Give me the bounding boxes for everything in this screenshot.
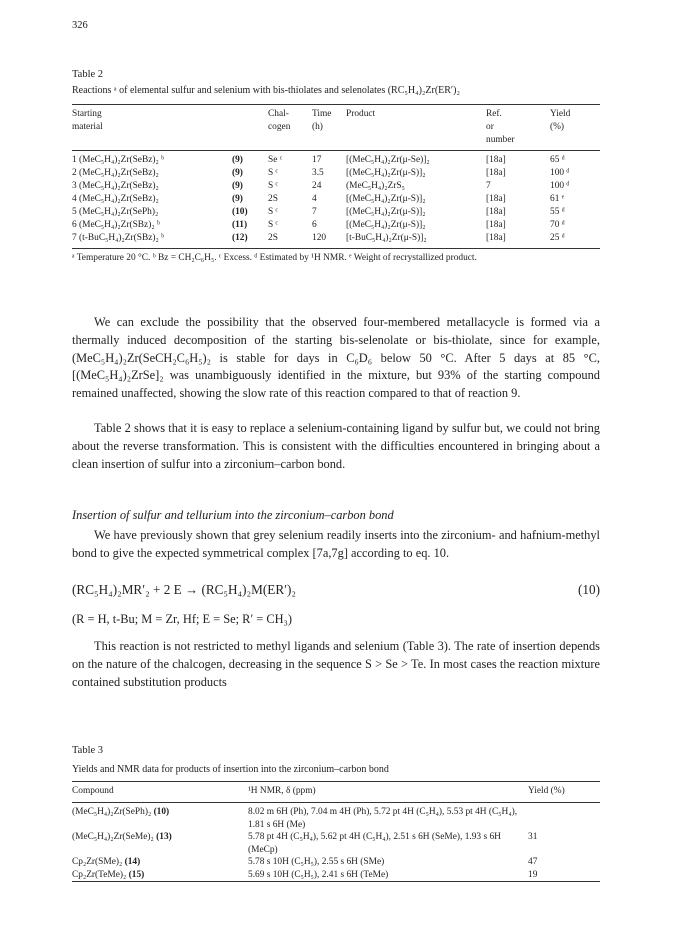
header-product: Product bbox=[346, 109, 376, 119]
table3-label: Table 3 bbox=[72, 745, 104, 756]
table3-top-rule bbox=[72, 781, 600, 782]
table3-body bbox=[72, 806, 600, 882]
table3-caption: Yields and NMR data for products of insertion into the zirconium–carbon bond bbox=[72, 764, 389, 775]
table2-header bbox=[72, 108, 600, 147]
table2-label: Table 2 bbox=[72, 69, 104, 80]
table-row: 6 (MeC₅H₄)₂Zr(SBz)₂ ᵇ (11) S ᶜ 6 [(MeC₅H₄)₂Zr(μ-S)]₂ [18a] 70 ᵈ bbox=[72, 220, 565, 230]
equation-text: (RC₅H₄)₂MR′₂ + 2 E → (RC₅H₄)₂M(ER′)₂ bbox=[72, 582, 296, 597]
page-number: 326 bbox=[72, 20, 88, 31]
table2-bottom-rule bbox=[72, 248, 600, 249]
paragraph-3: We have previously shown that grey selenium readily inserts into the zirconium- and hafnium-methyl bond to give the expected symmetrical complex [7a,7g] according to eq. 10. bbox=[72, 528, 600, 560]
table-row: 1 (MeC₅H₄)₂Zr(SeBz)₂ ᵇ (9) Se ᶜ 17 [(MeC₅H₄)₂Zr(μ-Se)]₂ [18a] 65 ᵈ bbox=[72, 155, 565, 165]
equation-10 bbox=[72, 582, 600, 598]
table2-footnote: ᵃ Temperature 20 °C. ᵇ Bz = CH₂C₆H₅. ᶜ Excess. ᵈ Estimated by ¹H NMR. ᵉ Weight of recrystallized product. bbox=[72, 253, 477, 263]
header-yield: Yield (%) bbox=[550, 109, 571, 132]
table-row: 4 (MeC₅H₄)₂Zr(SeBz)₂ (9) 2S 4 [(MeC₅H₄)₂Zr(μ-S)]₂ [18a] 61 ᵉ bbox=[72, 194, 565, 204]
table2-body bbox=[72, 154, 600, 245]
table-row: Cp₂Zr(SMe)₂ (14) 5.78 s 10H (C₅H₅), 2.55 s 6H (SMe) 47 bbox=[72, 857, 538, 868]
header-chalcogen: Chal- cogen bbox=[268, 109, 291, 132]
table2-header-rule bbox=[72, 150, 600, 151]
table-row: Cp₂Zr(TeMe)₂ (15) 5.69 s 10H (C₅H₅), 2.41 s 6H (TeMe) 19 bbox=[72, 869, 538, 880]
paragraph-4: This reaction is not restricted to methyl ligands and selenium (Table 3). The rate of insertion depends on the nature of the chalcogen, decreasing in the sequence S > Se > Te. In most cases the reaction mixture contained substitution products bbox=[72, 639, 600, 689]
equation-number: (10) bbox=[578, 582, 600, 597]
header-yield: Yield (%) bbox=[528, 786, 565, 796]
header-compound: Compound bbox=[72, 786, 114, 796]
table3-header bbox=[72, 785, 600, 798]
table-row: (MeC₅H₄)₂Zr(SeMe)₂ (13) 5.78 pt 4H (C₅H₄), 5.62 pt 4H (C₅H₄), 2.51 s 6H (SeMe), 1.93 s 6H (MeCp) 31 bbox=[72, 832, 538, 855]
paragraph-1: We can exclude the possibility that the observed four-membered metallacycle is formed via a thermally induced decomposition of the starting bis-selenolate or bis-thiolate, since for example, (MeC₅H₄)₂Zr(SeCH₂C₆H₅)₂ is stable for days in C₆D₆ below 50 °C. After 5 days at 85 °C, [(MeC₅H₄)₂ZrSe]₂ was unambiguously identified in the mixture, but 93% of the starting compound remained unaffected, showing the slow rate of this reaction compared to that of reaction 9. bbox=[72, 315, 600, 401]
header-ref: Ref. or number bbox=[486, 109, 515, 145]
table-row: 3 (MeC₅H₄)₂Zr(SeBz)₂ (9) S ᶜ 24 (MeC₅H₄)₂ZrS₅ 7 100 ᵈ bbox=[72, 181, 570, 191]
table3-bottom-rule bbox=[72, 881, 600, 882]
table2-caption: Reactions ᵃ of elemental sulfur and selenium with bis-thiolates and selenolates (RC₅H₄)₂Zr(ER′)₂ bbox=[72, 85, 460, 96]
header-nmr: ¹H NMR, δ (ppm) bbox=[248, 786, 316, 796]
table3-header-rule bbox=[72, 802, 600, 803]
section-heading: Insertion of sulfur and tellurium into the zirconium–carbon bond bbox=[72, 508, 394, 522]
table2-top-rule bbox=[72, 104, 600, 105]
header-starting: Starting material bbox=[72, 109, 103, 132]
header-time: Time (h) bbox=[312, 109, 332, 132]
table-row: (MeC₅H₄)₂Zr(SePh)₂ (10) 8.02 m 6H (Ph), 7.04 m 4H (Ph), 5.72 pt 4H (C₅H₄), 5.53 pt 4H (C₅H₄), 1.81 s 6H (Me) bbox=[72, 807, 518, 830]
paragraph-2: Table 2 shows that it is easy to replace a selenium-containing ligand by sulfur but, we could not bring about the reverse transformation. This is consistent with the difficulties encountered in bringing about a clean insertion of sulfur into a zirconium–carbon bond. bbox=[72, 421, 600, 471]
table-row: 2 (MeC₅H₄)₂Zr(SeBz)₂ (9) S ᶜ 3.5 [(MeC₅H₄)₂Zr(μ-S)]₂ [18a] 100 ᵈ bbox=[72, 168, 570, 178]
table-row: 5 (MeC₅H₄)₂Zr(SePh)₂ (10) S ᶜ 7 [(MeC₅H₄)₂Zr(μ-S)]₂ [18a] 55 ᵈ bbox=[72, 207, 565, 217]
table-row: 7 (t-BuC₅H₄)₂Zr(SBz)₂ ᵇ (12) 2S 120 [t-BuC₅H₄)₂Zr(μ-S)]₂ [18a] 25 ᵈ bbox=[72, 233, 565, 243]
equation-conditions: (R = H, t-Bu; M = Zr, Hf; E = Se; R′ = CH₃) bbox=[72, 612, 292, 626]
